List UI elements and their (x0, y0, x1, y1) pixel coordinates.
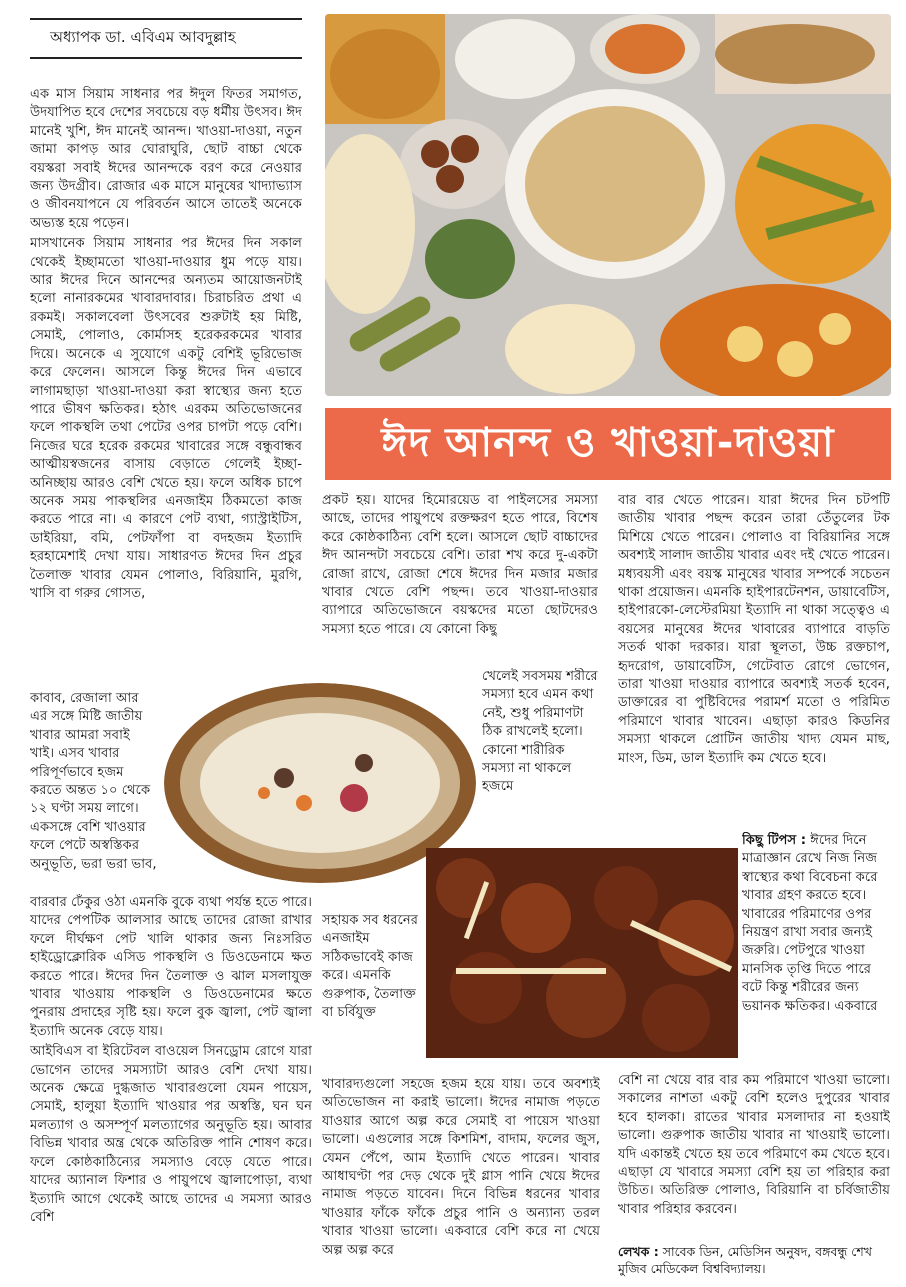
beef-rezala-photo (426, 848, 738, 1058)
paragraph: আইবিএস বা ইরিটেবল বাওয়েল সিনড্রোম রোগে যারা ভোগেন তাদের সমস্যাটা আরও বেশি দেখা যায়। অনেক ক্ষেত্রে দুগ্ধজাত খাবারগুলো যেমন পায়েস, সেমাই, হালুয়া ইত্যাদি খাওয়ার পর অস্বস্তি, ঘন ঘন মলত্যাগ ও অসম্পূর্ণ মলত্যাগের অনুভূতি হয়। আবার বিভিন্ন খাবার অন্ত্র থেকে অতিরিক্ত পানি শোষণ করে। ফলে কোষ্ঠকাঠিন্যের সমস্যাও বেড়ে যেতে পারে। যাদের অ্যানাল ফিশার ও পায়ুপথে জ্বালাপোড়া, ব্যথা ইত্যাদি আগে থেকেই আছে তাদের এ সমস্যা আরও বেশি (30, 1044, 312, 1225)
author-label: লেখক : (618, 1244, 659, 1259)
column-1-narrow (30, 690, 158, 894)
column-3-bottom (618, 1072, 890, 1242)
column-1-upper (30, 86, 302, 690)
byline: অধ্যাপক ডা. এবিএম আবদুল্লাহ (30, 18, 302, 59)
author-text: সাবেক ডিন, মেডিসিন অনুষদ, বঙ্গবন্ধু শেখ মুজিব মেডিকেল বিশ্ববিদ্যালয়। (618, 1244, 872, 1276)
paragraph: বেশি না খেয়ে বার বার কম পরিমাণে খাওয়া ভালো। সকালের নাশতা একটু বেশি হলেও দুপুরের খাবার হবে হালকা। রাতের খাবার মসলাদার না হওয়াই ভালো। গুরুপাক জাতীয় খাবার না খাওয়াই ভালো। যদি একান্তই খেতে হয় তবে পরিমাণে কম খেতে হবে। এছাড়া যে খাবারে সমস্যা বেশি হয় তা পরিহার করা উচিত। অতিরিক্ত পোলাও, বিরিয়ানি বা চর্বিজাতীয় খাবার পরিহার করবেন। (618, 1073, 890, 1217)
tips-label: কিছু টিপস : (742, 833, 807, 848)
paragraph: প্রকট হয়। যাদের হিমোরয়েড বা পাইলসের সমস্যা আছে, তাদের পায়ুপথে রক্তক্ষরণ হতে পারে, বিশেষ করে কোষ্ঠকাঠিন্য বেশি হলে। আসলে ছোট বাচ্চাদের ঈদ আনন্দটা সবচেয়ে বেশি। তারা শখ করে দু-একটা রোজা রাখে, রোজা শেষে ঈদের দিন মজার মজার খাবার খেতে বেশি পছন্দ। তবে খাওয়া-দাওয়ার ব্যাপারে অতিভোজনে বয়স্কদের মতো ছোটদেরও সমস্যা হতে পারে। যে কোনো কিছু (322, 493, 598, 637)
paragraph: সহায়ক সব ধরনের এনজাইম সঠিকভাবেই কাজ করে। এমনকি গুরুপাক, তৈলাক্ত বা চর্বিযুক্ত (322, 913, 418, 1021)
paragraph (742, 832, 890, 1016)
headline-banner (325, 408, 891, 480)
paragraph: এক মাস সিয়াম সাধনার পর ঈদুল ফিতর সমাগত, উদযাপিত হবে দেশের সবচেয়ে বড় ধর্মীয় উৎসব। ঈদ মানেই খুশি, ঈদ মানেই আনন্দ। খাওয়া-দাওয়া, নতুন জামা কাপড় আর ঘোরাঘুরি, ছোট বাচ্চা থেকে বয়স্করা সবাই ঈদের আনন্দকে বরণ করে নেওয়ার জন্য উদগ্রীব। রোজার এক মাসে মানুষের খাদ্যাভ্যাস ও জীবনযাপনে যে পরিবর্তন আসে তাতেই অনেকে অভ্যস্ত হয়ে পড়েন। (30, 87, 302, 231)
paragraph: কাবাব, রেজালা আর এর সঙ্গে মিষ্টি জাতীয় খাবার আমরা সবাই খাই। এসব খাবার পরিপূর্ণভাবে হজম করতে অন্তত ১০ থেকে ১২ ঘণ্টা সময় লাগে। একসঙ্গে বেশি খাওয়ার ফলে পেটে অস্বস্তিকর অনুভূতি, ভরা ভরা ভাব, (30, 691, 157, 872)
eid-food-spread-photo (325, 14, 891, 396)
beef-illustration (426, 848, 738, 1058)
column-1-lower (30, 894, 312, 1286)
paragraph: মাসখানেক সিয়াম সাধনার পর ঈদের দিন সকাল থেকেই ইচ্ছামতো খাওয়া-দাওয়ার ধুম পড়ে যায়। আর ঈদের দিনে আনন্দের অন্যতম আয়োজনটাই হলো নানারকমের খাবারদাবার। চিরাচরিত প্রথা এ রকমই। সকালবেলা উৎসবের শুরুটাই হয় মিষ্টি, সেমাই, পোলাও, কোর্মাসহ হরেকরকমের খাবার দিয়ে। অনেকে এ সুযোগে একটু বেশিই ভূরিভোজ করে ফেলেন। আসলে কিন্তু ঈদের দিন এভাবে লাগামছাড়া খাওয়া-দাওয়া করা স্বাস্থ্যের জন্য হতে পারে ভীষণ ক্ষতিকর। হঠাৎ এরকম অতিভোজনের ফলে পাকস্থলি তথা পেটের ওপর চাপটা পড়ে বেশি। নিজের ঘরে হরেক রকমের খাবারের সঙ্গে বন্ধুবান্ধব আত্মীয়স্বজনের বাসায় বেড়াতে গেলেই ইচ্ছা-অনিচ্ছায় আরও বেশি খেতে হয়। ফলে অধিক চাপে অনেক সময় পাকস্থলির এনজাইম ঠিকমতো কাজ করতে পারে না। এ কারণে পেট ব্যথা, গ্যাস্ট্রাইটিস, ডাইরিয়া, বমি, পেটফাঁপা বা বদহজম ইত্যাদি হরহামেশাই দেখা যায়। সাধারণত ঈদের দিন প্রচুর তৈলাক্ত খাবার যেমন পোলাও, বিরিয়ানি, মুরগি, খাসি বা গরুর গোসত, (30, 236, 302, 601)
column-3-top (618, 492, 890, 840)
column-3-tips (742, 832, 890, 1070)
paragraph: বারবার ঢেঁকুর ওঠা এমনকি বুকে ব্যথা পর্যন্ত হতে পারে। যাদের পেপটিক আলসার আছে তাদের রোজা রাখার ফলে দীর্ঘক্ষণ পেট খালি থাকার জন্য নিঃসরিত হাইড্রোক্লোরিক এসিড পাকস্থলি ও ডিওডেনামে ক্ষত করতে পারে। ঈদের দিন তৈলাক্ত ও ঝাল মসলাযুক্ত খাবার খাওয়ায় পাকস্থলি ও ডিওডেনামের ক্ষতে পুনরায় প্রদাহের সৃষ্টি হয়। ফলে বুক জ্বালা, পেট জ্বালা ইত্যাদি অনেক বেড়ে যায়। (30, 895, 312, 1039)
column-2-narrow-lower (322, 912, 424, 1074)
paragraph: বার বার খেতে পারেন। যারা ঈদের দিন চটপটি জাতীয় খাবার পছন্দ করেন তারা তেঁতুলের টক মিশিয়ে খেতে পারেন। পোলাও বা বিরিয়ানির সঙ্গে অবশ্যই সালাদ জাতীয় খাবার এবং দই খেতে পারেন। মধ্যবয়সী এবং বয়স্ক মানুষের খাবার সম্পর্কে সচেতন থাকা প্রয়োজন। এমনকি হাইপারটেনশন, ডায়াবেটিস, হাইপারকো-লেস্টেরমিয়া ইত্যাদি না থাকা সত্ত্বেও এ বয়সের মানুষের ঈদের খাবারের ব্যাপারে বাড়তি সতর্ক থাকা দরকার। যারা স্থূলতা, উচ্চ রক্তচাপ, হৃদরোগ, ডায়াবেটিস, গেটেবাত রোগে ভোগেন, তারা খাওয়া দাওয়ার ব্যাপারে অবশ্যই সতর্ক হবেন, ডাক্তারের বা পুষ্টিবিদের পরামর্শ মতো ও পরিমিত পরিমাণে খাবার খাবেন। এছাড়া কারও কিডনির সমস্যা থাকলে প্রোটিন জাতীয় খাদ্য যেমন মাছ, মাংস, ডিম, ডাল ইত্যাদি কম খেতে হবে। (618, 493, 890, 766)
tips-text: ঈদের দিনে মাত্রাজ্ঞান রেখে নিজ নিজ স্বাস্থ্যের কথা বিবেচনা করে খাবার গ্রহণ করতে হবে। খাবারের পরিমাণের ওপর নিয়ন্ত্রণ রাখা সবার জন্যই জরুরি। পেটপুরে খাওয়া মানসিক তৃপ্তি দিতে পারে বটে কিন্তু শরীরের জন্য ভয়ানক ক্ষতিকর। একবারে (742, 833, 878, 1014)
column-2-bottom (322, 1076, 600, 1286)
column-2-narrow (482, 668, 598, 838)
food-spread-illustration (325, 14, 891, 396)
paragraph: খাবারদ্যগুলো সহজে হজম হয়ে যায়। তবে অবশ্যই অতিভোজন না করাই ভালো। ঈদের নামাজ পড়তে যাওয়ার আগে অল্প করে সেমাই বা পায়েস খাওয়া ভালো। এগুলোর সঙ্গে কিশমিশ, বাদাম, ফলের জুস, যেমন পেঁপে, আম ইত্যাদি খেতে পারেন। খাবার আধাঘণ্টা পর দেড় থেকে দুই গ্লাস পানি খেয়ে ঈদের নামাজ পড়তে যাবেন। দিনে বিভিন্ন ধরনের খাবার খাওয়ার ফাঁকে ফাঁকে প্রচুর পানি ও অন্যান্য তরল খাবার খাওয়া ভালো। একবারে বেশি করে না খেয়ে অল্প অল্প করে (322, 1077, 600, 1258)
paragraph: খেলেই সবসময় শরীরে সমস্যা হবে এমন কথা নেই, শুধু পরিমাণটা ঠিক রাখলেই হলো। কোনো শারীরিক সমস্যা না থাকলে হজমে (482, 669, 598, 795)
author-note (618, 1243, 890, 1277)
headline-text: ঈদ আনন্দ ও খাওয়া-দাওয়া (381, 419, 835, 466)
column-2-top (322, 492, 598, 668)
